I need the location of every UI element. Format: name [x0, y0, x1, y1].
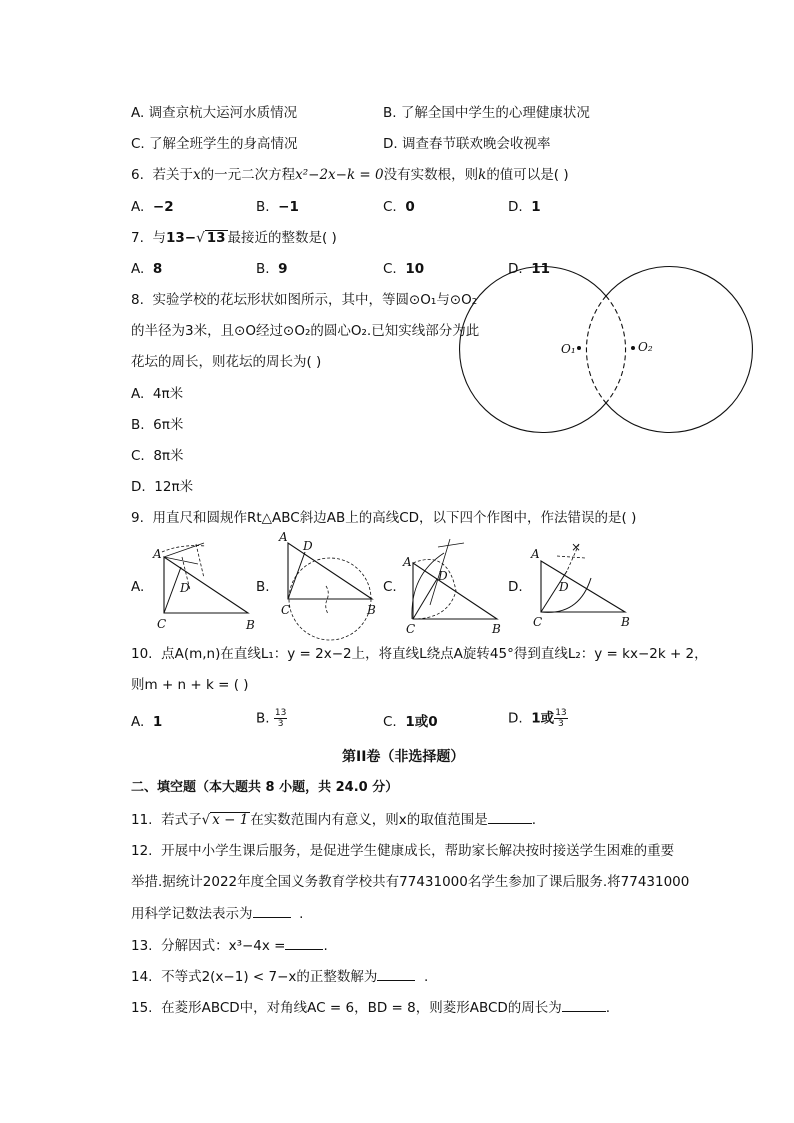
question-8-line1	[131, 292, 477, 308]
answer-blank[interactable]	[488, 811, 532, 824]
label-c: C	[533, 615, 543, 629]
option-text: 10	[405, 261, 425, 277]
question-11: 11. 若式子√ x − 1 在实数范围内有意义，则x的取值范围是 .	[131, 812, 537, 828]
option-letter: C.	[131, 136, 145, 152]
option-text: 了解全国中学生的心理健康状况	[400, 105, 590, 121]
stem-text: 的一元二次方程	[200, 167, 296, 183]
question-number: 9.	[131, 510, 144, 526]
stem-text: 用直尺和圆规作Rt△ABC斜边AB上的高线CD，以下四个作图中，作法错误的是( )	[152, 510, 637, 526]
q5-option-a[interactable]	[131, 105, 297, 121]
option-text: 12π米	[154, 479, 194, 495]
question-number: 12.	[131, 843, 153, 859]
question-12-line2: 举措.据统计2022年度全国义务教育学校共有77431000名学生参加了课后服务.将77431000	[131, 874, 690, 890]
question-13	[131, 937, 328, 954]
option-letter: D.	[508, 199, 523, 215]
circle-o2-inner-arc	[586, 296, 606, 403]
option-text: 1	[531, 199, 541, 215]
option-letter: C.	[383, 199, 397, 215]
label-a: A	[153, 547, 162, 561]
option-letter: B.	[383, 105, 397, 121]
question-number: 13.	[131, 938, 153, 954]
option-letter: A.	[131, 105, 145, 121]
q10-option-d[interactable]	[508, 708, 568, 729]
label-o2: O₂	[638, 340, 653, 354]
question-number: 10.	[131, 646, 153, 662]
question-10-line1	[131, 646, 708, 662]
option-text: 11	[531, 261, 551, 277]
option-letter: D.	[508, 261, 523, 277]
label-c: C	[157, 617, 167, 631]
construction-dash	[196, 544, 204, 578]
question-10-line2: 则m + n + k = ( )	[131, 677, 249, 693]
denominator: 3	[277, 719, 284, 729]
label-d: D	[559, 580, 569, 594]
option-letter: B.	[256, 199, 270, 215]
option-letter: A.	[131, 261, 145, 277]
option-text: −2	[152, 199, 174, 215]
stem-text: 最接近的整数是( )	[227, 230, 337, 246]
q7-option-b[interactable]	[256, 261, 288, 277]
option-letter: C.	[383, 261, 397, 277]
stem-text: 分解因式：x³−4x =	[161, 938, 286, 954]
fraction	[554, 708, 567, 729]
stem-text: 在实数范围内有意义，则x的取值范围是	[250, 812, 488, 828]
option-letter: A.	[131, 714, 145, 730]
stem-text: 不等式2(x−1) < 7−x的正整数解为	[161, 969, 378, 985]
math-var: k	[478, 167, 487, 183]
option-text: 8π米	[153, 448, 184, 464]
question-14	[131, 968, 428, 985]
equation: x²−2x−k = 0	[295, 167, 384, 183]
question-9-stem	[131, 510, 636, 526]
option-text: 1或	[531, 710, 555, 727]
answer-blank[interactable]	[562, 999, 606, 1012]
altitude-cd	[288, 552, 305, 599]
q5-option-b[interactable]	[383, 105, 590, 121]
option-text: 8	[152, 261, 163, 277]
circle-o1-inner-arc	[606, 296, 626, 403]
label-b: B	[621, 615, 630, 629]
q9-figure-b[interactable]	[275, 530, 390, 640]
sqrt-radicand: x − 1	[212, 812, 249, 828]
question-number: 15.	[131, 1000, 153, 1016]
question-8-line2: 的半径为3米，且⊙O经过⊙O₂的圆心O₂.已知实线部分为此	[131, 323, 480, 339]
construction-arc	[162, 546, 206, 552]
construction-arc	[412, 553, 444, 619]
q8-option-d[interactable]	[131, 479, 193, 495]
question-8-line3: 花坛的周长，则花坛的周长为( )	[131, 354, 322, 370]
denominator: 3	[558, 719, 564, 729]
option-text: 9	[278, 261, 288, 277]
altitude-cd	[164, 567, 181, 613]
q5-option-d[interactable]	[383, 136, 550, 152]
question-number: 6.	[131, 167, 144, 183]
section-heading: 二、填空题（本大题共 8 小题，共 24.0 分）	[131, 780, 399, 795]
fraction	[274, 708, 287, 729]
stem-text: 与	[152, 230, 166, 246]
q9-option-a-letter[interactable]: A.	[131, 579, 145, 595]
triangle-abc	[413, 563, 497, 619]
stem-text: 若关于	[152, 167, 193, 183]
q9-option-d-letter[interactable]: D.	[508, 579, 523, 595]
q8-option-a[interactable]	[131, 386, 183, 402]
label-d: D	[303, 539, 313, 553]
stem-text: 若式子	[161, 812, 202, 828]
q7-option-d[interactable]	[508, 261, 550, 277]
q5-option-c[interactable]	[131, 136, 298, 152]
option-letter: C.	[131, 448, 145, 464]
answer-blank[interactable]	[253, 905, 291, 918]
construction-line	[438, 543, 464, 547]
numerator: 13	[274, 708, 287, 718]
construction-mark	[326, 586, 329, 614]
stem-end: .	[423, 969, 429, 985]
triangle-abc	[164, 557, 248, 613]
option-text: 调查春节联欢晚会收视率	[401, 136, 551, 152]
q8-option-b[interactable]	[131, 417, 183, 433]
label-b: B	[492, 622, 501, 636]
q8-option-c[interactable]	[131, 448, 184, 464]
question-number: 8.	[131, 292, 144, 308]
label-d: D	[180, 581, 190, 595]
option-letter: B.	[131, 417, 145, 433]
stem-end: .	[531, 812, 537, 828]
q6-option-a[interactable]	[131, 199, 174, 215]
question-number: 7.	[131, 230, 144, 246]
option-letter: C.	[383, 714, 397, 730]
question-number: 11.	[131, 812, 153, 828]
q7-option-a[interactable]	[131, 261, 162, 277]
q9-figure-a[interactable]	[150, 540, 255, 632]
label-b: B	[246, 618, 255, 632]
stem-text: 点A(m,n)在直线L₁：y = 2x−2上，将直线L绕点A旋转45°得到直线L₂：y = kx−2k + 2，	[161, 646, 708, 662]
triangle-abc	[541, 561, 625, 612]
option-letter: A.	[131, 386, 145, 402]
option-text: 调查京杭大运河水质情况	[148, 105, 298, 121]
cross-mark: ×	[571, 540, 582, 554]
question-7-stem: 7. 与13−√ 13 最接近的整数是( )	[131, 230, 337, 246]
option-letter: D.	[131, 479, 146, 495]
option-letter: B.	[256, 261, 270, 277]
center-o2	[631, 346, 635, 350]
q6-option-c[interactable]	[383, 199, 415, 215]
q6-option-d[interactable]	[508, 199, 541, 215]
q9-figure-d[interactable]	[527, 540, 637, 632]
label-o1: O₁	[561, 342, 576, 356]
label-d: D	[438, 569, 448, 583]
option-text: 1	[152, 714, 163, 730]
label-a: A	[531, 547, 540, 561]
option-text: 4π米	[152, 386, 184, 402]
option-text: 0	[405, 199, 415, 215]
question-number: 14.	[131, 969, 153, 985]
answer-blank[interactable]	[285, 937, 323, 950]
option-text: 了解全班学生的身高情况	[149, 136, 298, 152]
option-letter: B.	[256, 710, 270, 727]
q10-option-a[interactable]	[131, 714, 162, 730]
stem-text: 用科学记数法表示为	[131, 906, 253, 922]
stem-end: .	[299, 906, 304, 922]
option-letter: D.	[508, 710, 523, 727]
stem-text: 的值可以是( )	[486, 167, 569, 183]
label-c: C	[281, 603, 291, 617]
q6-option-b[interactable]	[256, 199, 299, 215]
q7-option-c[interactable]	[383, 261, 424, 277]
label-a: A	[279, 530, 288, 544]
option-letter: D.	[383, 136, 398, 152]
circle-o1-outer-arc	[460, 267, 606, 433]
stem-text: 没有实数根，则	[383, 167, 479, 183]
math-var: x	[192, 167, 201, 183]
q10-option-c[interactable]	[383, 714, 438, 730]
option-text: 6π米	[153, 417, 184, 433]
stem-end: .	[605, 1000, 611, 1016]
label-a: A	[403, 555, 412, 569]
numerator: 13	[555, 708, 567, 718]
stem-end: .	[323, 938, 328, 954]
construction-line	[557, 556, 585, 558]
question-12-line3	[131, 905, 303, 922]
stem-text: 开展中小学生课后服务，是促进学生健康成长，帮助家长解决按时接送学生困难的重要	[161, 843, 675, 859]
stem-text: 实验学校的花坛形状如图所示，其中，等圆⊙O₁与⊙O₂	[152, 292, 478, 308]
option-text: 1或0	[405, 714, 438, 730]
label-b: B	[367, 603, 376, 617]
q9-option-b-letter[interactable]: B.	[256, 579, 270, 595]
q9-figure-c[interactable]	[400, 535, 510, 635]
circle-o2-outer-arc	[606, 267, 752, 433]
answer-blank[interactable]	[377, 968, 415, 981]
question-12-line1	[131, 843, 674, 859]
center-o1	[577, 346, 581, 350]
q10-option-b[interactable]	[256, 708, 287, 729]
option-text: −1	[278, 199, 299, 215]
q9-option-c-letter[interactable]: C.	[383, 579, 397, 595]
question-6-stem	[131, 167, 569, 183]
option-letter: A.	[131, 199, 145, 215]
expression: 13−	[165, 230, 197, 246]
construction-line	[164, 543, 204, 557]
section-title: 第II卷（非选择题）	[342, 749, 465, 765]
label-c: C	[406, 622, 416, 636]
stem-text: 在菱形ABCD中，对角线AC = 6，BD = 8，则菱形ABCD的周长为	[161, 1000, 562, 1016]
sqrt-radicand: 13	[206, 230, 226, 246]
question-15	[131, 999, 610, 1016]
q8-figure	[515, 285, 700, 415]
